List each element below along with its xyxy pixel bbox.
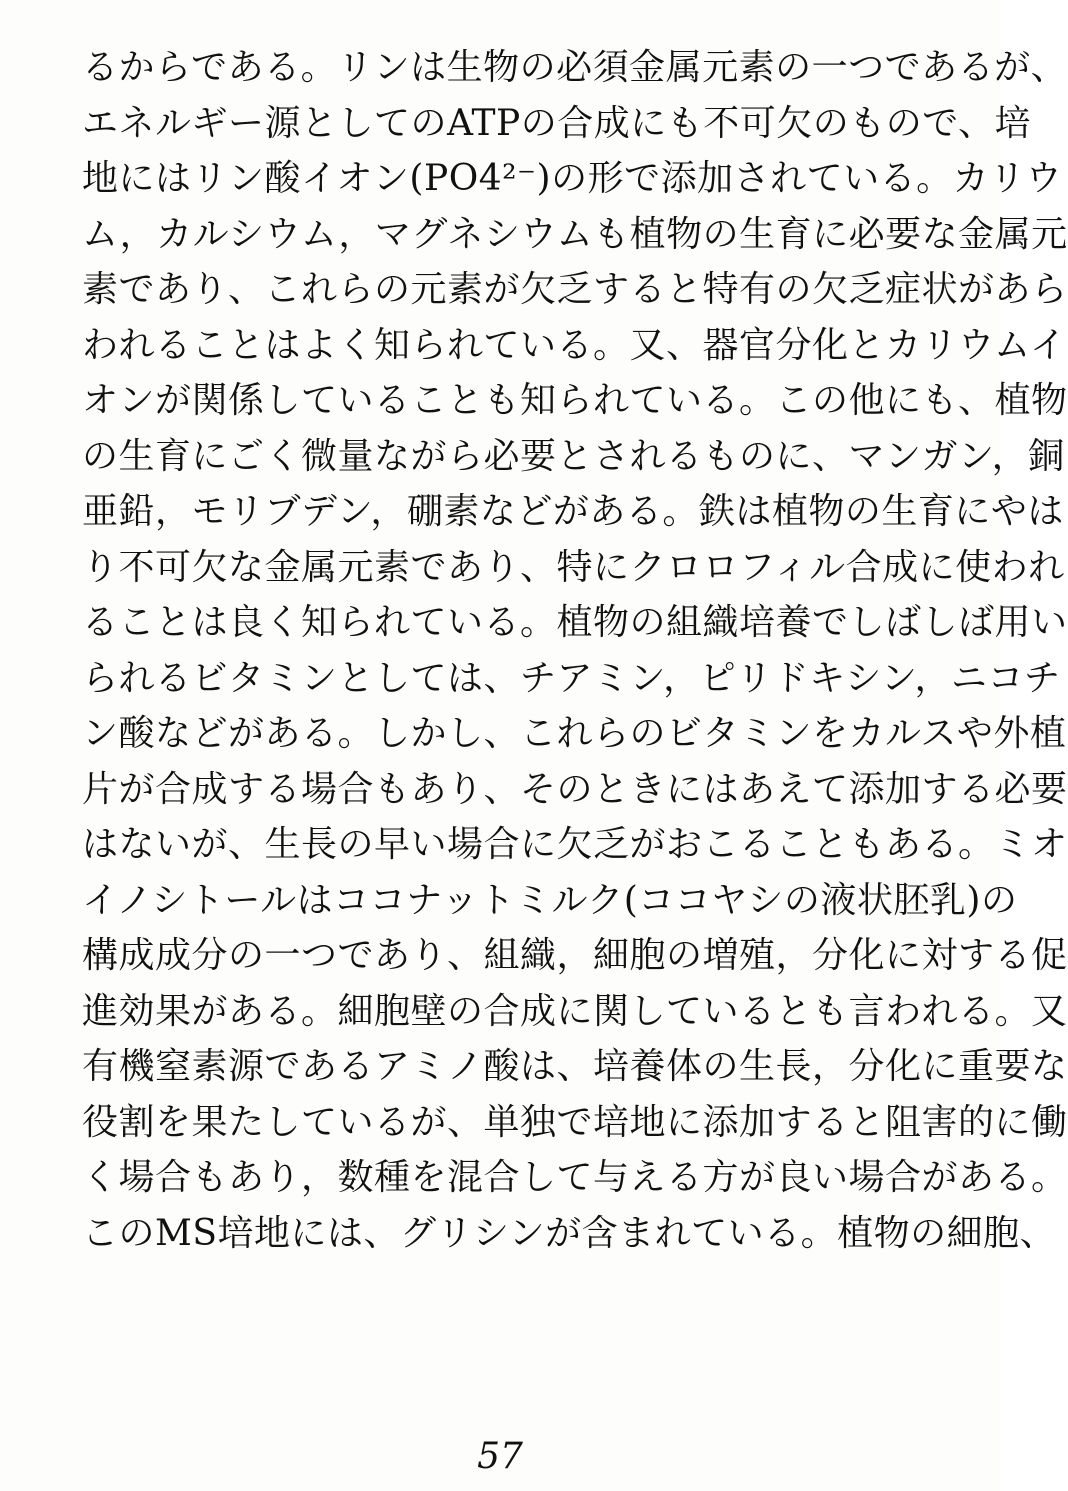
- text-line-12: られるビタミンとしては、チアミン，ピリドキシン，ニコチ: [82, 657, 1061, 699]
- text-line-15: はないが、生長の早い場合に欠乏がおこることもある。ミオ: [82, 824, 1068, 865]
- text-line-18: 進効果がある。細胞壁の合成に関しているとも言われる。又: [82, 990, 1068, 1032]
- text-line-7: オンが関係していることも知られている。この他にも、植物: [82, 380, 1068, 421]
- text-line-22: このMS培地には、グリシンが含まれている。植物の細胞、: [82, 1212, 1057, 1254]
- text-line-5: 素であり、これらの元素が欠乏すると特有の欠乏症状があら: [82, 269, 1068, 310]
- page-number: 57: [477, 1436, 523, 1477]
- text-line-17: 構成成分の一つであり、組織，細胞の増殖，分化に対する促: [82, 935, 1068, 976]
- text-line-21: く場合もあり，数種を混合して与える方が良い場合がある。: [82, 1157, 1068, 1198]
- text-line-4: ム，カルシウム，マグネシウムも植物の生育に必要な金属元: [82, 213, 1068, 255]
- text-line-13: ン酸などがある。しかし、これらのビタミンをカルスや外植: [82, 713, 1067, 754]
- text-line-10: り不可欠な金属元素であり、特にクロロフィル合成に使われ: [82, 546, 1065, 588]
- text-line-19: 有機窒素源であるアミノ酸は、培養体の生長，分化に重要な: [82, 1046, 1068, 1087]
- text-line-11: ることは良く知られている。植物の組織培養でしばしば用い: [82, 602, 1068, 643]
- text-line-6: われることはよく知られている。又、器官分化とカリウムイ: [82, 324, 1067, 366]
- text-line-14: 片が合成する場合もあり、そのときにはあえて添加する必要: [82, 768, 1068, 810]
- text-line-3: 地にはリン酸イオン(PO4²⁻)の形で添加されている。カリウ: [82, 158, 1063, 199]
- text-line-16: イノシトールはココナットミルク(ココヤシの液状胚乳)の: [82, 879, 1018, 921]
- body-text: [82, 40, 1068, 1261]
- text-line-1: るからである。リンは生物の必須金属元素の一つであるが、: [82, 47, 1068, 88]
- text-line-2: エネルギー源としてのATPの合成にも不可欠のもので、培: [82, 102, 1032, 144]
- text-line-9: 亜鉛，モリブデン，硼素などがある。鉄は植物の生育にやは: [82, 491, 1064, 532]
- text-line-20: 役割を果たしているが、単独で培地に添加すると阻害的に働: [82, 1101, 1068, 1143]
- text-line-8: の生育にごく微量ながら必要とされるものに、マンガン，銅: [82, 435, 1065, 477]
